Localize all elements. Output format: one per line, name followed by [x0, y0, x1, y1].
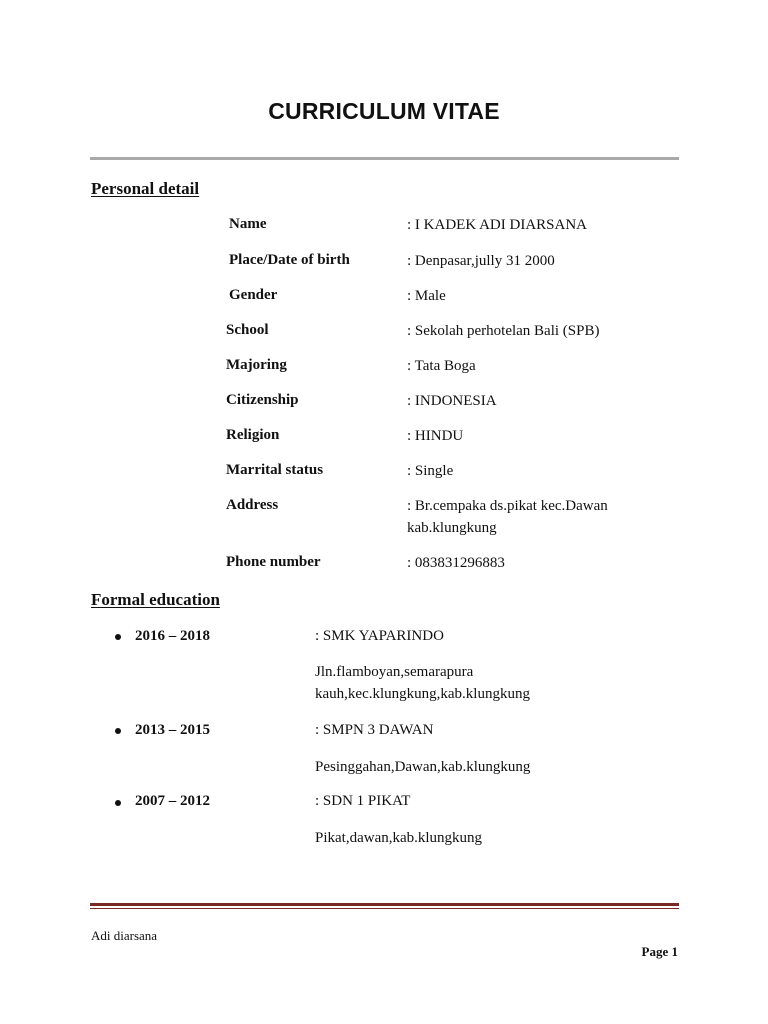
bullet-icon — [115, 800, 121, 806]
gender-label: Gender — [229, 287, 278, 303]
education-address-line2: kauh,kec.klungkung,kab.klungkung — [315, 686, 530, 702]
education-years: 2016 – 2018 — [135, 628, 210, 644]
personal-detail-heading: Personal detail — [91, 179, 200, 198]
footer-author: Adi diarsana — [91, 928, 158, 943]
bullet-icon — [115, 634, 121, 640]
education-address: Pikat,dawan,kab.klungkung — [315, 830, 483, 846]
formal-education-heading: Formal education — [91, 590, 220, 609]
marital-status-label: Marrital status — [226, 462, 324, 478]
religion-value: : HINDU — [407, 428, 464, 444]
footer-divider — [90, 903, 679, 906]
gender-value: : Male — [407, 288, 446, 304]
birth-label: Place/Date of birth — [229, 252, 350, 268]
religion-label: Religion — [226, 427, 280, 443]
education-years: 2007 – 2012 — [135, 793, 210, 809]
name-label: Name — [229, 216, 267, 232]
school-value: : Sekolah perhotelan Bali (SPB) — [407, 323, 600, 339]
document-title: CURRICULUM VITAE — [268, 98, 500, 124]
title-divider — [90, 157, 679, 160]
marital-status-value: : Single — [407, 463, 454, 479]
footer-divider-thin — [90, 908, 679, 909]
address-label: Address — [226, 497, 279, 513]
address-value: : Br.cempaka ds.pikat kec.Dawan — [407, 498, 608, 514]
phone-label: Phone number — [226, 554, 321, 570]
phone-value: : 083831296883 — [407, 555, 505, 571]
education-school: : SMK YAPARINDO — [315, 628, 444, 644]
name-value: : I KADEK ADI DIARSANA — [407, 217, 587, 233]
citizenship-label: Citizenship — [226, 392, 299, 408]
citizenship-value: : INDONESIA — [407, 393, 497, 409]
page-number: Page 1 — [641, 944, 678, 959]
education-address: Jln.flamboyan,semarapura — [315, 664, 474, 680]
school-label: School — [226, 322, 269, 338]
education-school: : SMPN 3 DAWAN — [315, 722, 434, 738]
bullet-icon — [115, 728, 121, 734]
majoring-label: Majoring — [226, 357, 287, 373]
education-years: 2013 – 2015 — [135, 722, 210, 738]
birth-value: : Denpasar,jully 31 2000 — [407, 253, 555, 269]
address-value-line2: kab.klungkung — [407, 520, 497, 536]
education-address: Pesinggahan,Dawan,kab.klungkung — [315, 759, 531, 775]
majoring-value: : Tata Boga — [407, 358, 476, 374]
education-school: : SDN 1 PIKAT — [315, 793, 411, 809]
